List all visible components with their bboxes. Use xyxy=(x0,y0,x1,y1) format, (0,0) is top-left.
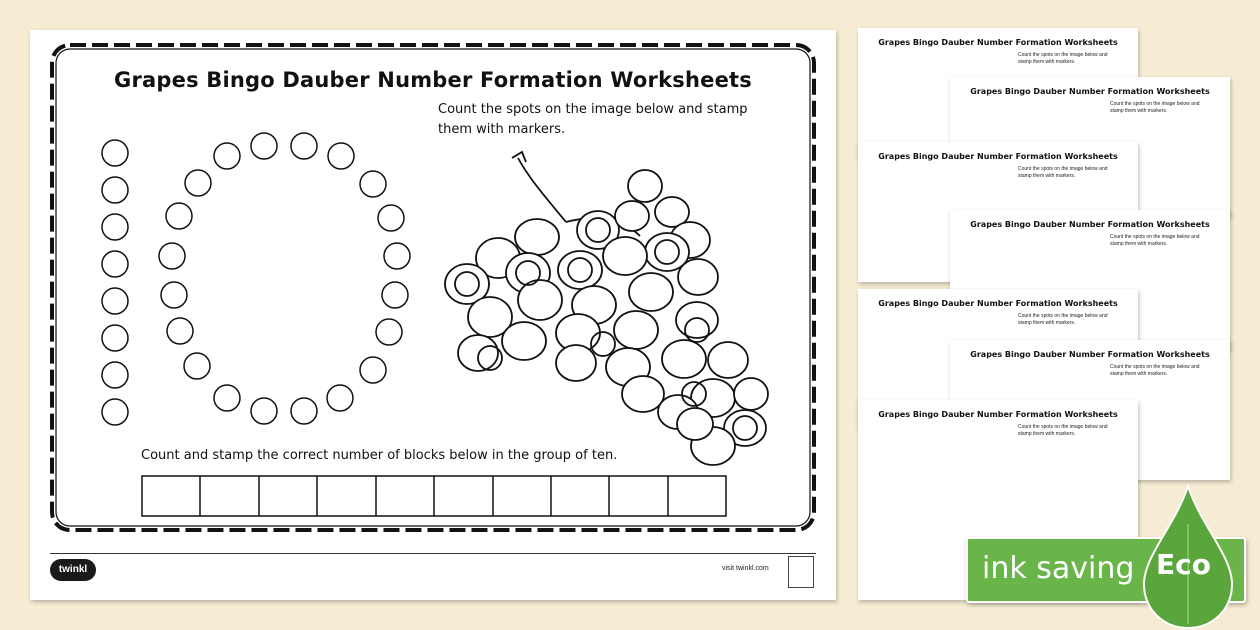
number-zero-dots xyxy=(159,133,410,424)
thumbnail-title: Grapes Bingo Dauber Number Formation Worksheets xyxy=(970,220,1210,229)
thumbnail-instruction: Count the spots on the image below and stamp them with markers. xyxy=(1018,166,1108,179)
instruction-bottom: Count and stamp the correct number of blocks below in the group of ten. xyxy=(141,448,618,463)
instruction-top: Count the spots on the image below and stamp them with markers. xyxy=(438,102,748,137)
eco-label: Eco xyxy=(1156,548,1211,581)
ten-frame xyxy=(142,476,726,516)
thumbnail-title: Grapes Bingo Dauber Number Formation Worksheets xyxy=(878,410,1118,419)
thumbnail-instruction: Count the spots on the image below and stamp them with markers. xyxy=(1110,234,1200,247)
thumbnail-title: Grapes Bingo Dauber Number Formation Worksheets xyxy=(878,38,1118,47)
thumbnail-instruction: Count the spots on the image below and stamp them with markers. xyxy=(1018,424,1108,437)
thumbnail-title: Grapes Bingo Dauber Number Formation Worksheets xyxy=(970,350,1210,359)
thumbnail-instruction: Count the spots on the image below and stamp them with markers. xyxy=(1110,364,1200,377)
thumbnail-title: Grapes Bingo Dauber Number Formation Worksheets xyxy=(878,299,1118,308)
grapes-illustration xyxy=(445,152,768,465)
ink-saving-label: ink saving xyxy=(982,551,1135,586)
thumbnail-title: Grapes Bingo Dauber Number Formation Worksheets xyxy=(970,87,1210,96)
thumbnail-instruction: Count the spots on the image below and stamp them with markers. xyxy=(1110,101,1200,114)
worksheet-title: Grapes Bingo Dauber Number Formation Worksheets xyxy=(114,68,752,92)
footer-divider xyxy=(50,553,816,554)
thumbnail-title: Grapes Bingo Dauber Number Formation Worksheets xyxy=(878,152,1118,161)
visit-link: visit twinkl.com xyxy=(722,565,769,572)
twinkl-logo: twinkl xyxy=(50,559,96,581)
quality-badge-icon xyxy=(788,556,814,588)
number-one-dots xyxy=(102,140,128,425)
thumbnail-instruction: Count the spots on the image below and stamp them with markers. xyxy=(1018,313,1108,326)
thumbnail-instruction: Count the spots on the image below and stamp them with markers. xyxy=(1018,52,1108,65)
